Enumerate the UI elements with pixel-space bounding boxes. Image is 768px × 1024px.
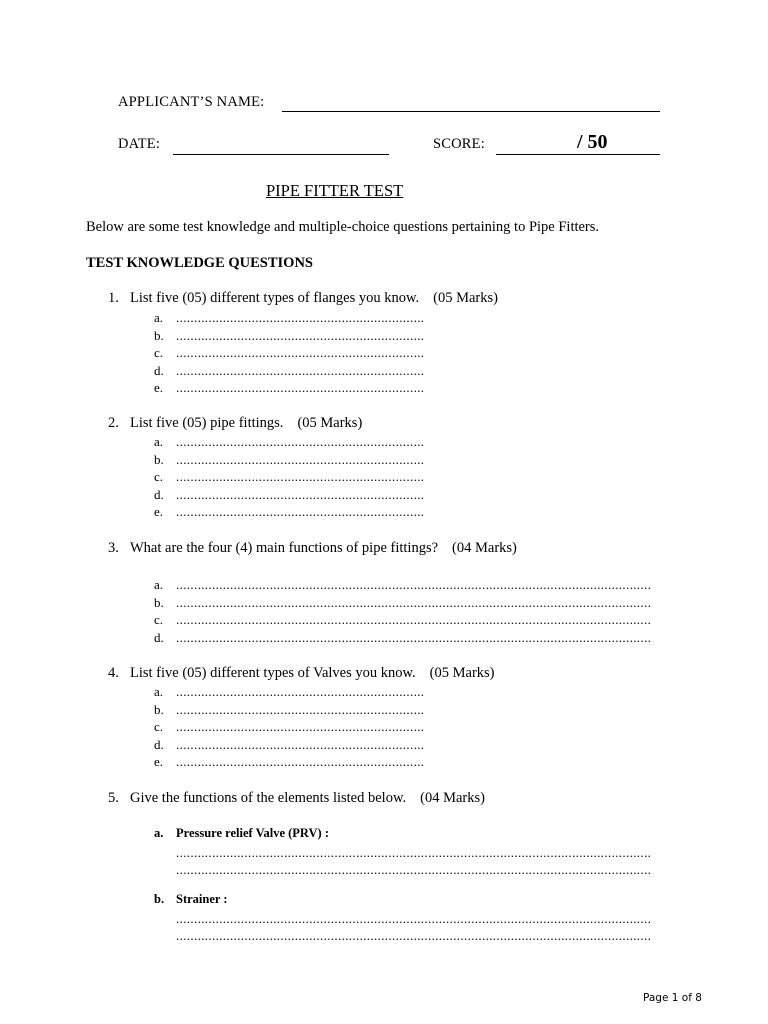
page-number: Page 1 of 8: [643, 992, 702, 1004]
question-text: List five (05) pipe fittings.: [130, 415, 284, 431]
subitem-label: Pressure relief Valve (PRV) :: [176, 826, 329, 840]
dotted-blank: ....................................................................................................................................: [176, 577, 652, 592]
score-total: / 50: [577, 131, 608, 153]
question-1: [108, 290, 498, 307]
dotted-blank: .....................................................................: [176, 362, 425, 378]
dotted-blank: ....................................................................................................................................: [176, 629, 652, 645]
dotted-blank: .....................................................................: [176, 327, 425, 343]
subitem-letter: b.: [154, 892, 165, 906]
option-letter: b.: [154, 451, 164, 467]
answer-line[interactable]: [154, 451, 424, 469]
answer-line[interactable]: [154, 594, 651, 612]
option-letter: a.: [154, 434, 164, 449]
question-number: 2.: [108, 415, 119, 431]
dotted-blank: .....................................................................: [176, 451, 425, 467]
question-5: [108, 790, 485, 807]
option-letter: c.: [154, 612, 164, 627]
applicant-name-field[interactable]: [282, 111, 660, 112]
answer-line[interactable]: [154, 718, 424, 736]
date-label: DATE:: [118, 136, 161, 152]
option-letter: a.: [154, 310, 164, 325]
dotted-blank: .....................................................................: [176, 684, 425, 699]
answer-line[interactable]: ....................................................................................................................................: [176, 928, 652, 943]
question-number: 5.: [108, 790, 119, 806]
option-letter: d.: [154, 362, 164, 378]
question-2: [108, 415, 362, 432]
question-text: Give the functions of the elements listed below.: [130, 790, 407, 806]
answer-line[interactable]: [154, 344, 424, 362]
subitem-prv: [154, 826, 329, 841]
answer-line[interactable]: ....................................................................................................................................: [176, 845, 652, 860]
subitem-label: Strainer :: [176, 892, 228, 906]
option-letter: a.: [154, 684, 164, 699]
dotted-blank: ....................................................................................................................................: [176, 594, 652, 610]
option-letter: c.: [154, 719, 164, 734]
question-number: 4.: [108, 665, 119, 681]
question-4: [108, 665, 495, 682]
option-letter: b.: [154, 327, 164, 343]
dotted-blank: .....................................................................: [176, 701, 425, 717]
answer-line[interactable]: [154, 503, 424, 521]
dotted-blank: .....................................................................: [176, 736, 425, 752]
subitem-strainer: [154, 892, 228, 907]
question-text: List five (05) different types of flanges you know.: [130, 290, 420, 306]
question-number: 1.: [108, 290, 119, 306]
option-letter: d.: [154, 736, 164, 752]
option-letter: d.: [154, 486, 164, 502]
answer-line[interactable]: [154, 576, 651, 594]
dotted-blank: .....................................................................: [176, 486, 425, 502]
answer-line[interactable]: [154, 611, 651, 629]
question-marks: (04 Marks): [452, 540, 517, 556]
answer-line[interactable]: ....................................................................................................................................: [176, 911, 652, 926]
date-field[interactable]: [173, 154, 389, 155]
answer-list-1: [154, 309, 424, 397]
question-marks: (05 Marks): [429, 665, 495, 681]
dotted-blank: .....................................................................: [176, 434, 425, 449]
answer-line[interactable]: [154, 362, 424, 380]
dotted-blank: ....................................................................................................................................: [176, 612, 652, 627]
question-text: List five (05) different types of Valves you know.: [130, 665, 416, 681]
answer-list-2: [154, 433, 424, 521]
answer-line[interactable]: [154, 433, 424, 451]
answer-line[interactable]: ....................................................................................................................................: [176, 862, 652, 877]
answer-line[interactable]: [154, 486, 424, 504]
option-letter: b.: [154, 594, 164, 610]
answer-line[interactable]: [154, 379, 424, 397]
answer-line[interactable]: [154, 753, 424, 771]
answer-line[interactable]: [154, 629, 651, 647]
question-text: What are the four (4) main functions of pipe fittings?: [130, 540, 439, 556]
question-marks: (05 Marks): [433, 290, 498, 306]
option-letter: c.: [154, 469, 164, 484]
answer-lines-prv: [176, 844, 651, 878]
intro-text: Below are some test knowledge and multiple-choice questions pertaining to Pipe Fitters.: [86, 219, 600, 235]
question-marks: (05 Marks): [297, 415, 363, 431]
option-letter: b.: [154, 701, 164, 717]
dotted-blank: .....................................................................: [176, 719, 425, 734]
answer-list-3: [154, 576, 651, 646]
answer-line[interactable]: [154, 683, 424, 701]
answer-line[interactable]: [154, 309, 424, 327]
option-letter: a.: [154, 577, 164, 592]
answer-line[interactable]: [154, 701, 424, 719]
answer-lines-strainer: [176, 910, 651, 944]
dotted-blank: .....................................................................: [176, 380, 425, 395]
section-heading: TEST KNOWLEDGE QUESTIONS: [86, 255, 313, 271]
dotted-blank: .....................................................................: [176, 345, 425, 360]
score-label: SCORE:: [433, 136, 485, 152]
dotted-blank: .....................................................................: [176, 310, 425, 325]
dotted-blank: .....................................................................: [176, 469, 425, 484]
answer-line[interactable]: [154, 327, 424, 345]
option-letter: e.: [154, 504, 164, 519]
page-title: PIPE FITTER TEST: [266, 181, 404, 200]
dotted-blank: .....................................................................: [176, 754, 425, 769]
question-marks: (04 Marks): [420, 790, 485, 806]
answer-line[interactable]: [154, 736, 424, 754]
subitem-letter: a.: [154, 826, 164, 840]
answer-list-4: [154, 683, 424, 771]
question-3: [108, 540, 517, 557]
option-letter: c.: [154, 345, 164, 360]
answer-line[interactable]: [154, 468, 424, 486]
option-letter: e.: [154, 754, 164, 769]
dotted-blank: .....................................................................: [176, 504, 425, 519]
option-letter: d.: [154, 629, 164, 645]
score-field[interactable]: [496, 154, 660, 155]
applicant-name-label: APPLICANT’S NAME:: [118, 94, 265, 110]
question-number: 3.: [108, 540, 119, 556]
option-letter: e.: [154, 380, 164, 395]
